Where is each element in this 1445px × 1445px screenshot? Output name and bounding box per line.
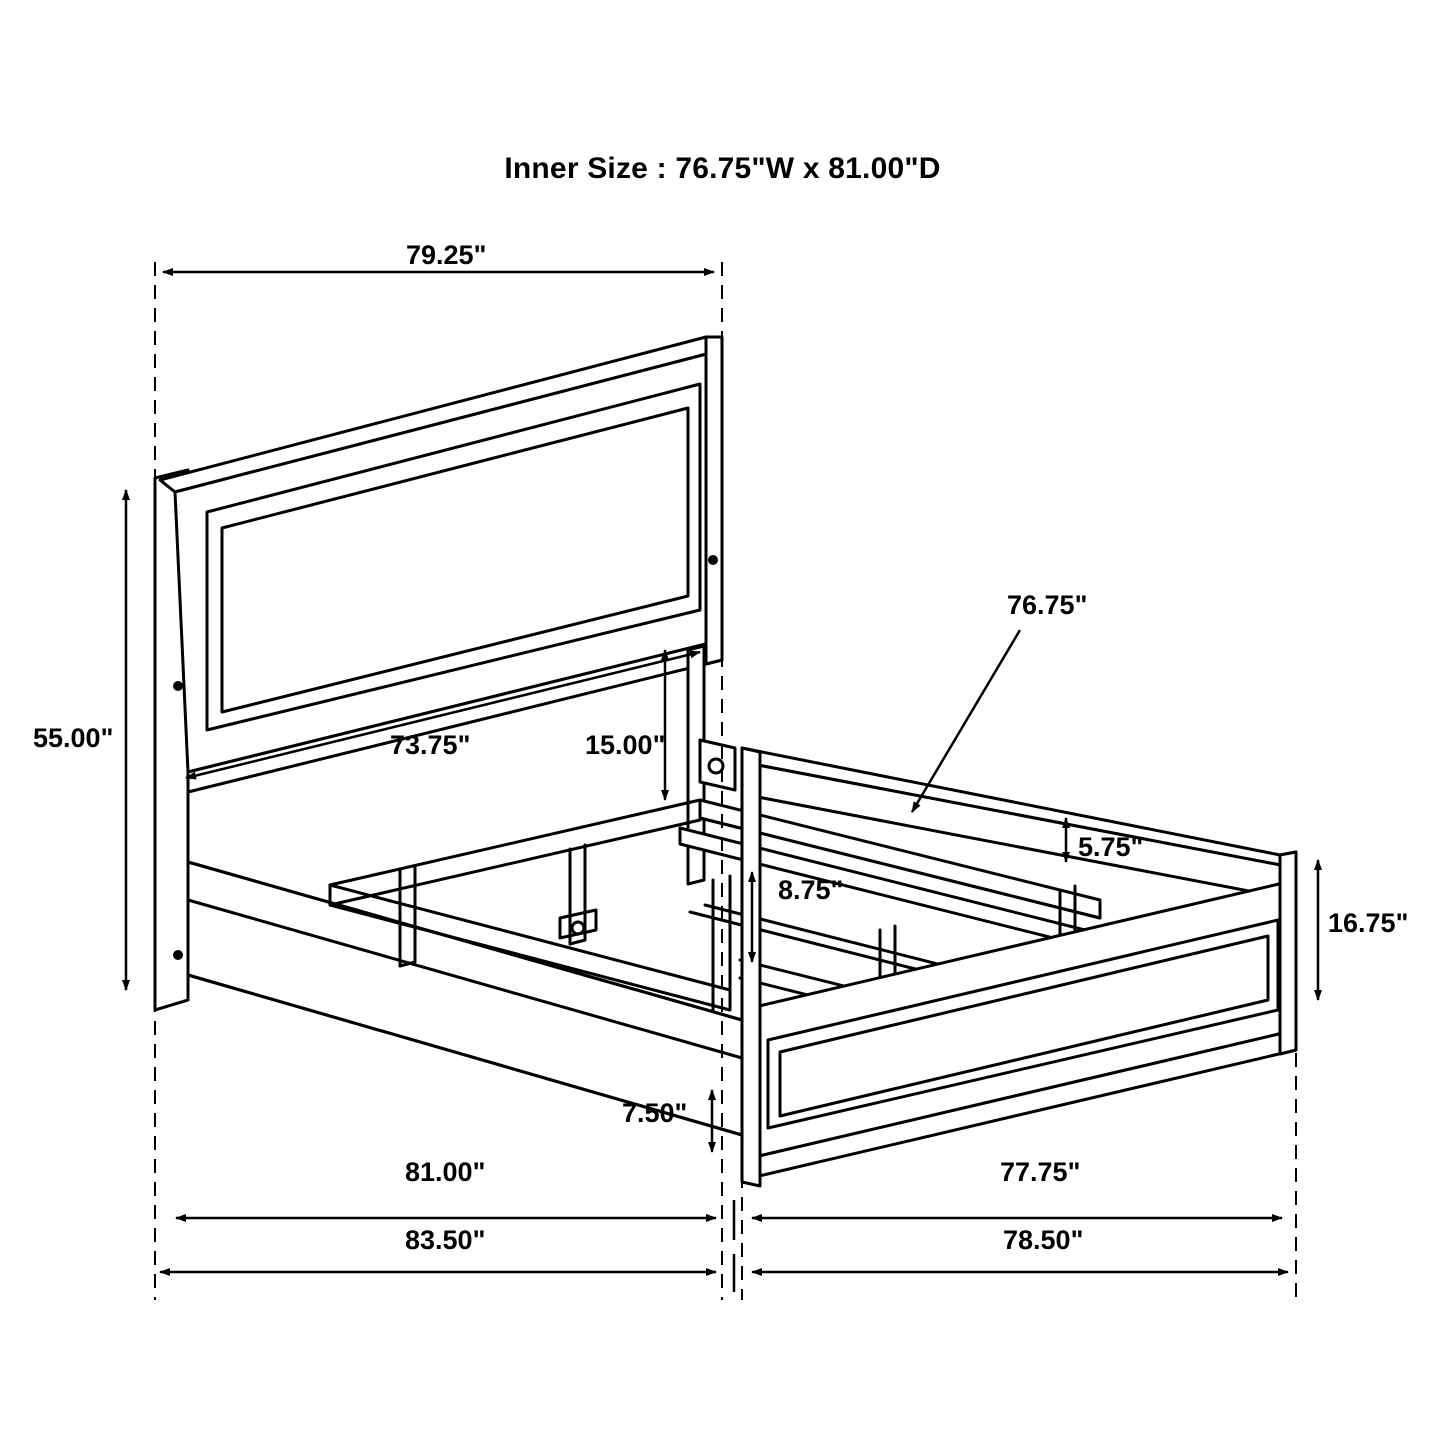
- dim-headboard-inner-width: 73.75": [390, 730, 471, 760]
- dim-length-inner: 81.00": [405, 1157, 486, 1187]
- dim-side-rail-callout: 76.75": [1007, 590, 1088, 620]
- dim-headboard-height: 55.00": [33, 723, 114, 753]
- dim-headboard-width: 79.25": [406, 240, 487, 270]
- dim-length-outer: 83.50": [405, 1225, 486, 1255]
- dim-width-outer: 78.50": [1003, 1225, 1084, 1255]
- dim-rail-height: 8.75": [778, 875, 844, 905]
- dim-footboard-height: 16.75": [1328, 908, 1409, 938]
- dim-footboard-clearance: 7.50": [622, 1098, 688, 1128]
- dim-width-inner: 77.75": [1000, 1157, 1081, 1187]
- dim-rail-drop: 15.00": [585, 730, 666, 760]
- page-title: Inner Size : 76.75"W x 81.00"D: [504, 152, 941, 185]
- dim-slat-height: 5.75": [1078, 832, 1144, 862]
